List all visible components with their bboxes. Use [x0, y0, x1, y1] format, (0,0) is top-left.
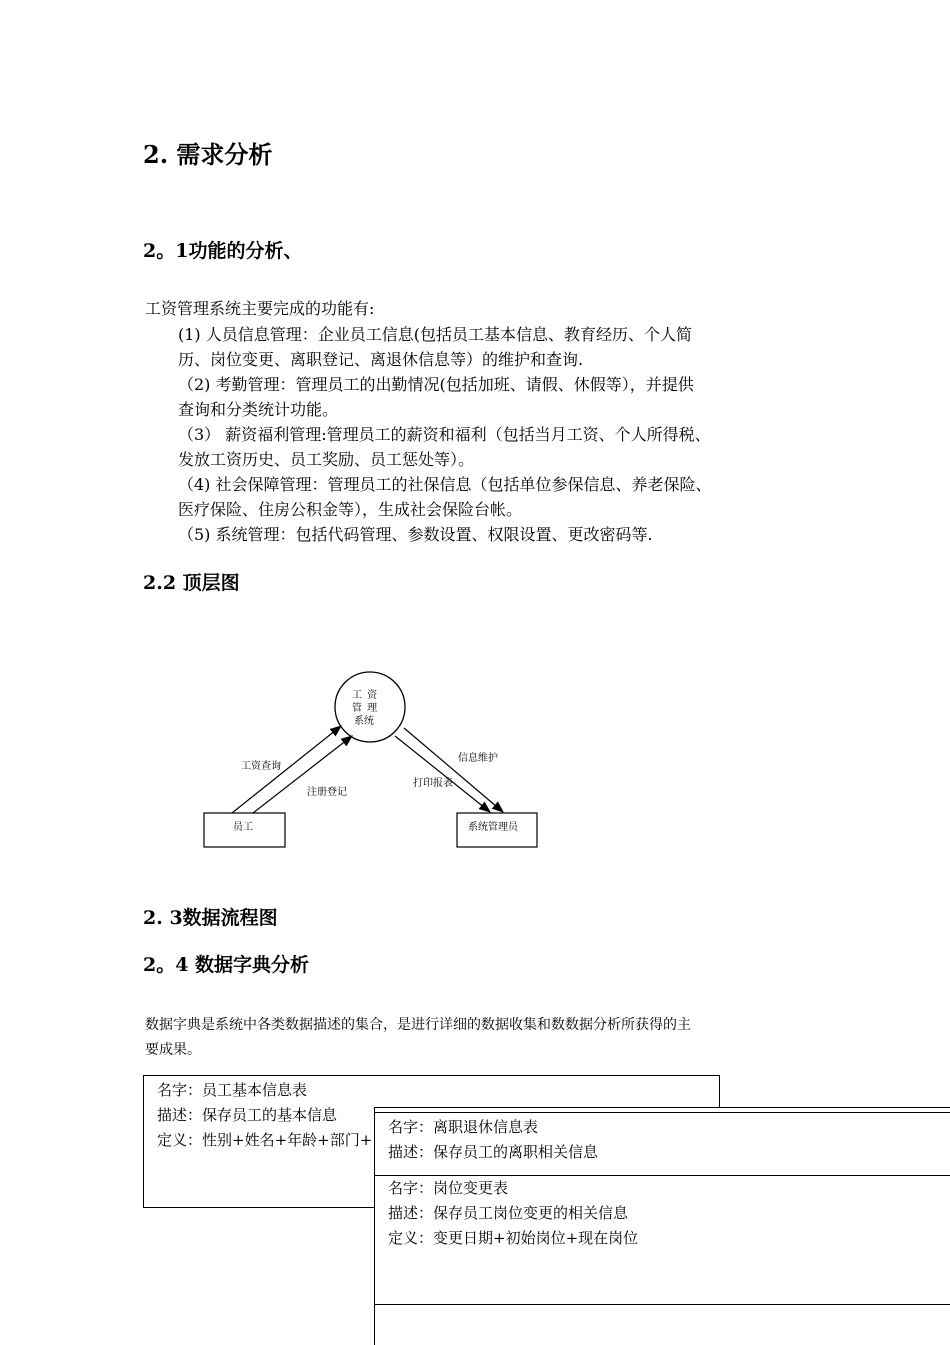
- intro-text: 工资管理系统主要完成的功能有:: [145, 299, 375, 318]
- admin-label: 系统管理员: [468, 822, 518, 833]
- table-def: 定义：性别+姓名+年龄+部门+: [157, 1131, 373, 1149]
- list-item: 查询和分类统计功能。: [178, 400, 339, 419]
- list-item: （5) 系统管理：包括代码管理、参数设置、权限设置、更改密码等.: [178, 525, 653, 544]
- print-flow-label: 打印报表: [413, 778, 453, 789]
- register-flow-label: 注册登记: [307, 787, 347, 798]
- dict-intro-line1: 数据字典是系统中各类数据描述的集合，是进行详细的数据收集和数数据分析所获得的主: [145, 1017, 691, 1033]
- table-def: 定义：变更日期+初始岗位+现在岗位: [388, 1229, 639, 1247]
- list-item: （3） 薪资福利管理:管理员工的薪资和福利（包括当月工资、个人所得税、: [178, 425, 711, 444]
- section-2-4-heading: 2。4 数据字典分析: [143, 954, 310, 976]
- query-flow-label: 工资查询: [241, 761, 281, 772]
- system-label-line2: 管 理: [352, 703, 379, 714]
- system-label-line1: 工 资: [352, 690, 379, 701]
- section-2-heading: 2. 需求分析: [143, 140, 273, 169]
- section-2-2-heading: 2.2 顶层图: [143, 572, 240, 594]
- table-desc: 描述：保存员工岗位变更的相关信息: [388, 1204, 629, 1222]
- table-name: 名字：岗位变更表: [388, 1179, 509, 1197]
- list-item: 发放工资历史、员工奖励、员工惩处等）。: [178, 450, 475, 469]
- list-item: 医疗保险、住房公积金等），生成社会保险台帐。: [178, 500, 523, 519]
- table-name: 名字：员工基本信息表: [157, 1081, 308, 1099]
- dict-intro-line2: 要成果。: [145, 1042, 201, 1058]
- employee-label: 员工: [233, 822, 253, 833]
- section-2-3-heading: 2. 3数据流程图: [143, 907, 278, 929]
- maintain-flow-label: 信息维护: [458, 753, 498, 764]
- register-flow-arrow: [253, 736, 352, 813]
- table-name: 名字：离职退休信息表: [388, 1118, 539, 1136]
- list-item: (1) 人员信息管理：企业员工信息(包括员工基本信息、教育经历、个人简: [178, 325, 692, 344]
- table-desc: 描述：保存员工的离职相关信息: [388, 1143, 599, 1161]
- list-item: 历、岗位变更、离职登记、离退休信息等）的维护和查询.: [178, 350, 584, 369]
- dict-table-position-change: [374, 1175, 950, 1345]
- system-label-line3: 系统: [354, 716, 374, 727]
- table-desc: 描述：保存员工的基本信息: [157, 1106, 338, 1124]
- list-item: （4) 社会保障管理：管理员工的社保信息（包括单位参保信息、养老保险、: [178, 475, 712, 494]
- maintain-flow-arrow: [404, 728, 503, 812]
- dict-table-resignation: [374, 1107, 950, 1179]
- list-item: （2) 考勤管理：管理员工的出勤情况(包括加班、请假、休假等），并提供: [178, 375, 694, 394]
- table-divider: [375, 1304, 950, 1305]
- section-2-1-heading: 2。1功能的分析、: [143, 240, 303, 262]
